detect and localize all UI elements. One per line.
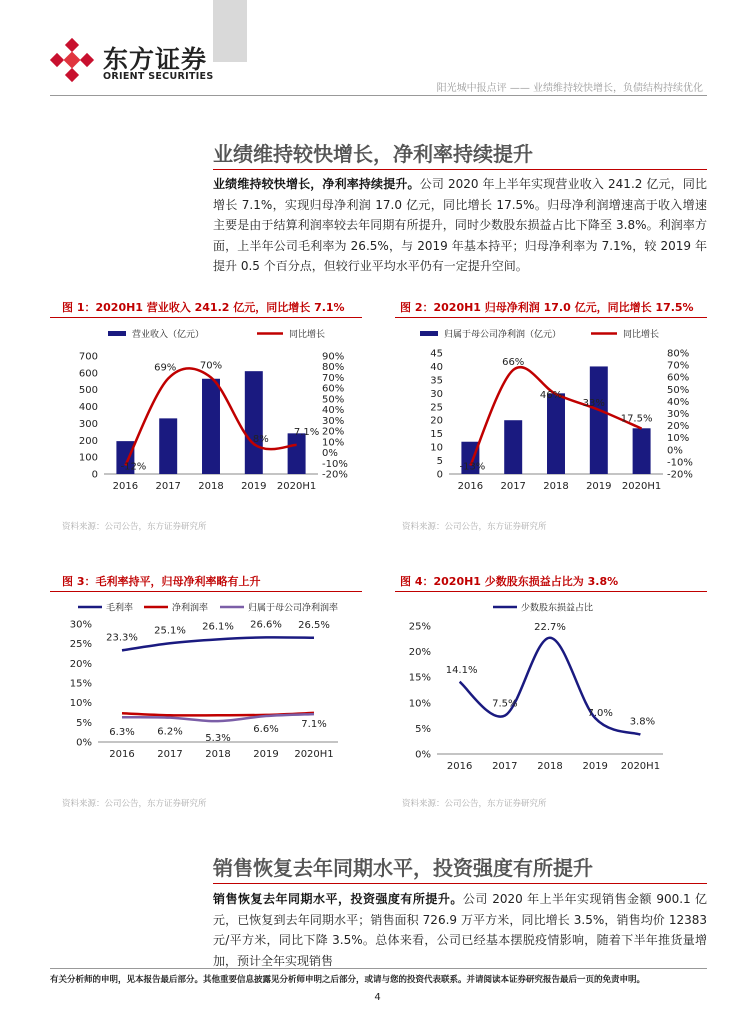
x-tick-label: 2018 [198,481,224,492]
y2-tick-label: 20% [667,421,690,433]
y-tick-label: 5% [76,717,92,729]
y-tick-label: 300 [78,418,98,430]
y-tick-label: 100 [78,452,98,464]
fig3-caption: 图 3：毛利率持平，归母净利率略有上升 [62,575,261,588]
x-tick-label: 2019 [586,481,612,492]
header-divider [50,95,707,96]
revenue-chart [50,322,362,497]
y-tick-label: 35 [430,375,443,387]
y-tick-label: 5 [436,456,443,468]
y-tick-label: 600 [78,368,98,380]
y-tick-label: 5% [415,723,431,735]
fig4-caption: 图 4：2020H1 少数股东损益占比为 3.8% [400,575,619,588]
growth-data-label: 8% [252,433,269,445]
fig4-rule [395,591,707,592]
x-tick-label: 2019 [582,761,608,772]
growth-data-label: 66% [502,356,525,368]
section1-rule [213,169,707,170]
net-profit-chart [395,322,707,497]
data-label: 7.1% [301,719,327,731]
data-label: 14.1% [445,664,478,676]
data-label: 26.5% [298,619,330,631]
x-tick-label: 2020H1 [276,481,317,492]
y-tick-label: 25 [430,402,443,414]
x-tick-label: 2019 [241,481,267,492]
x-tick-label: 2016 [109,749,135,760]
legend-bar-swatch [420,331,438,336]
y2-tick-label: 30% [322,415,345,427]
bar [245,371,263,474]
y2-tick-label: 50% [667,384,690,396]
x-tick-label: 2016 [112,481,139,492]
data-label: 7.5% [492,698,518,710]
legend-line-label: 同比增长 [289,330,326,340]
y2-tick-label: -10% [667,457,693,469]
growth-data-label: 46% [539,390,563,402]
data-label: 26.1% [202,621,234,633]
y-tick-label: 400 [78,402,98,414]
data-label: 7.0% [587,708,613,720]
margin-chart [50,596,362,766]
fig3-source: 资料来源：公司公告，东方证券研究所 [62,799,207,809]
x-tick-label: 2017 [157,749,183,760]
growth-data-label: 69% [154,362,177,374]
series-line [460,638,641,735]
x-tick-label: 2018 [205,749,231,760]
data-label: 22.7% [534,621,566,633]
fig1-caption: 图 1：2020H1 营业收入 241.2 亿元，同比增长 7.1% [62,301,345,314]
bar [547,393,565,474]
y2-tick-label: 10% [322,437,345,449]
legend-bar-label: 归属于母公司净利润（亿元） [444,330,562,340]
section1-lead: 业绩维持较快增长，净利率持续提升。 [213,177,420,191]
section2-body: 公司 2020 年上半年实现销售金额 900.1 亿元，已恢复到去年同期水平；销售面积 726.9 万平方米，同比增长 3.5%，销售均价 12383 元/平方米，同比下降 3.5%。总体来看，公司已经基本摆脱疫情影响，随着下半年推货量增加，预计全年实现销售 [213,892,707,968]
y-tick-label: 25% [408,621,431,633]
y-tick-label: 15% [69,678,92,690]
bar [202,379,220,474]
y2-tick-label: 40% [667,396,690,408]
data-label: 6.3% [109,727,135,739]
y2-tick-label: 60% [322,383,345,395]
x-tick-label: 2018 [543,481,569,492]
y2-tick-label: 90% [322,351,345,363]
y2-tick-label: 70% [667,360,690,372]
y-tick-label: 20 [430,415,443,427]
x-tick-label: 2018 [537,761,563,772]
y-tick-label: 0 [436,469,443,481]
y-tick-label: 700 [78,351,98,363]
bar [633,428,651,474]
y-tick-label: 25% [69,639,92,651]
x-tick-label: 2020H1 [620,761,661,772]
legend-line-label: 净利润率 [172,603,209,614]
section2-title: 销售恢复去年同期水平，投资强度有所提升 [213,856,593,880]
y2-tick-label: 70% [322,372,345,384]
legend-line-label: 归属于母公司净利润率 [248,603,339,614]
x-tick-label: 2016 [457,481,484,492]
footer-divider [50,968,707,969]
x-tick-label: 2019 [253,749,279,760]
y-tick-label: 15 [430,429,443,441]
x-tick-label: 2020H1 [621,481,662,492]
growth-data-label: 7.1% [293,426,320,438]
y-tick-label: 30% [69,619,92,631]
x-tick-label: 2017 [492,761,518,772]
growth-data-label: 33% [582,397,605,409]
data-label: 5.3% [205,733,231,745]
y-tick-label: 500 [78,385,98,397]
legend-line-label: 少数股东损益占比 [521,603,594,614]
x-tick-label: 2017 [155,481,181,492]
page-number: 4 [374,992,381,1003]
y2-tick-label: -20% [322,469,348,481]
section2-lead: 销售恢复去年同期水平，投资强度有所提升。 [213,892,463,906]
y-tick-label: 10 [430,442,443,454]
minority-share-chart [395,596,707,772]
y-tick-label: 40 [430,361,443,373]
y-tick-label: 200 [78,435,98,447]
section2-paragraph [213,889,707,971]
bar [288,433,306,474]
y2-tick-label: 0% [322,448,338,460]
y2-tick-label: 0% [667,445,683,457]
section1-paragraph [213,174,707,277]
y2-tick-label: 20% [322,426,345,438]
growth-data-label: -12% [120,461,147,473]
y-tick-label: 45 [430,348,443,360]
x-tick-label: 2016 [446,761,473,772]
legend-bar-label: 营业收入（亿元） [132,330,205,340]
section1-body: 公司 2020 年上半年实现营业收入 241.2 亿元，同比增长 7.1%，实现归母净利润 17.0 亿元，同比增长 17.5%。归母净利润增速高于收入增速主要是由于结算利润率较去年同期有所提升，同时少数股东损益占比下降至 3.8%。利润率方面，上半年公司毛利率为 26.5%，与 2019 年基本持平；归母净利率为 7.1%，较 2019 年提升 0.5 个百分点，但较行业平均水平仍有一定提升空间。 [213,177,707,273]
legend-line-label: 毛利率 [106,603,134,614]
report-subtitle: 阳光城中报点评 —— 业绩维持较快增长，负债结构持续优化 [436,83,703,94]
y2-tick-label: 30% [667,409,690,420]
logo-english-name: ORIENT SECURITIES [103,71,214,82]
y-tick-label: 20% [69,658,92,670]
fig2-rule [395,317,707,318]
header-tab-decoration [213,0,247,62]
y2-tick-label: 60% [667,372,690,384]
y2-tick-label: 40% [322,405,345,417]
x-tick-label: 2020H1 [294,749,334,760]
y-tick-label: 0% [76,737,92,749]
y2-tick-label: 80% [667,348,690,360]
y-tick-label: 0 [91,469,98,481]
orient-securities-logo [50,38,94,82]
fig1-source: 资料来源：公司公告，东方证券研究所 [62,522,207,532]
y2-tick-label: -10% [322,458,348,470]
fig4-source: 资料来源：公司公告，东方证券研究所 [402,799,547,809]
y2-tick-label: 80% [322,362,345,374]
data-label: 25.1% [154,625,186,637]
logo-chinese-name: 东方证券 [103,45,208,74]
data-label: 26.6% [250,619,282,631]
x-tick-label: 2017 [500,481,526,492]
y2-tick-label: 10% [667,433,690,445]
data-label: 3.8% [629,716,656,728]
y-tick-label: 20% [408,647,431,659]
data-label: 6.2% [157,726,183,738]
y2-tick-label: -20% [667,469,693,481]
growth-data-label: 70% [199,360,223,372]
growth-data-label: 17.5% [620,413,653,425]
footer-disclaimer: 有关分析师的申明，见本报告最后部分。其他重要信息披露见分析师申明之后部分，或请与您的投资代表联系。并请阅读本证券研究报告最后一页的免责申明。 [50,975,646,985]
legend-bar-swatch [108,331,126,336]
data-label: 6.6% [253,724,279,736]
legend-line-label: 同比增长 [623,330,660,340]
growth-data-label: -13% [459,461,486,473]
y-tick-label: 15% [408,672,431,684]
y-tick-label: 10% [69,698,92,710]
section2-rule [213,883,707,884]
bar [159,418,177,474]
bar [590,366,608,474]
y-tick-label: 10% [408,698,431,710]
fig1-rule [50,317,362,318]
fig2-caption: 图 2：2020H1 归母净利润 17.0 亿元，同比增长 17.5% [400,301,694,314]
y-tick-label: 0% [415,749,431,761]
fig3-rule [50,591,362,592]
y2-tick-label: 50% [322,394,345,406]
data-label: 23.3% [106,632,138,644]
series-line [122,637,314,650]
bar [504,420,522,474]
fig2-source: 资料来源：公司公告，东方证券研究所 [402,522,547,532]
y-tick-label: 30 [430,388,443,400]
section1-title: 业绩维持较快增长，净利率持续提升 [213,142,533,166]
